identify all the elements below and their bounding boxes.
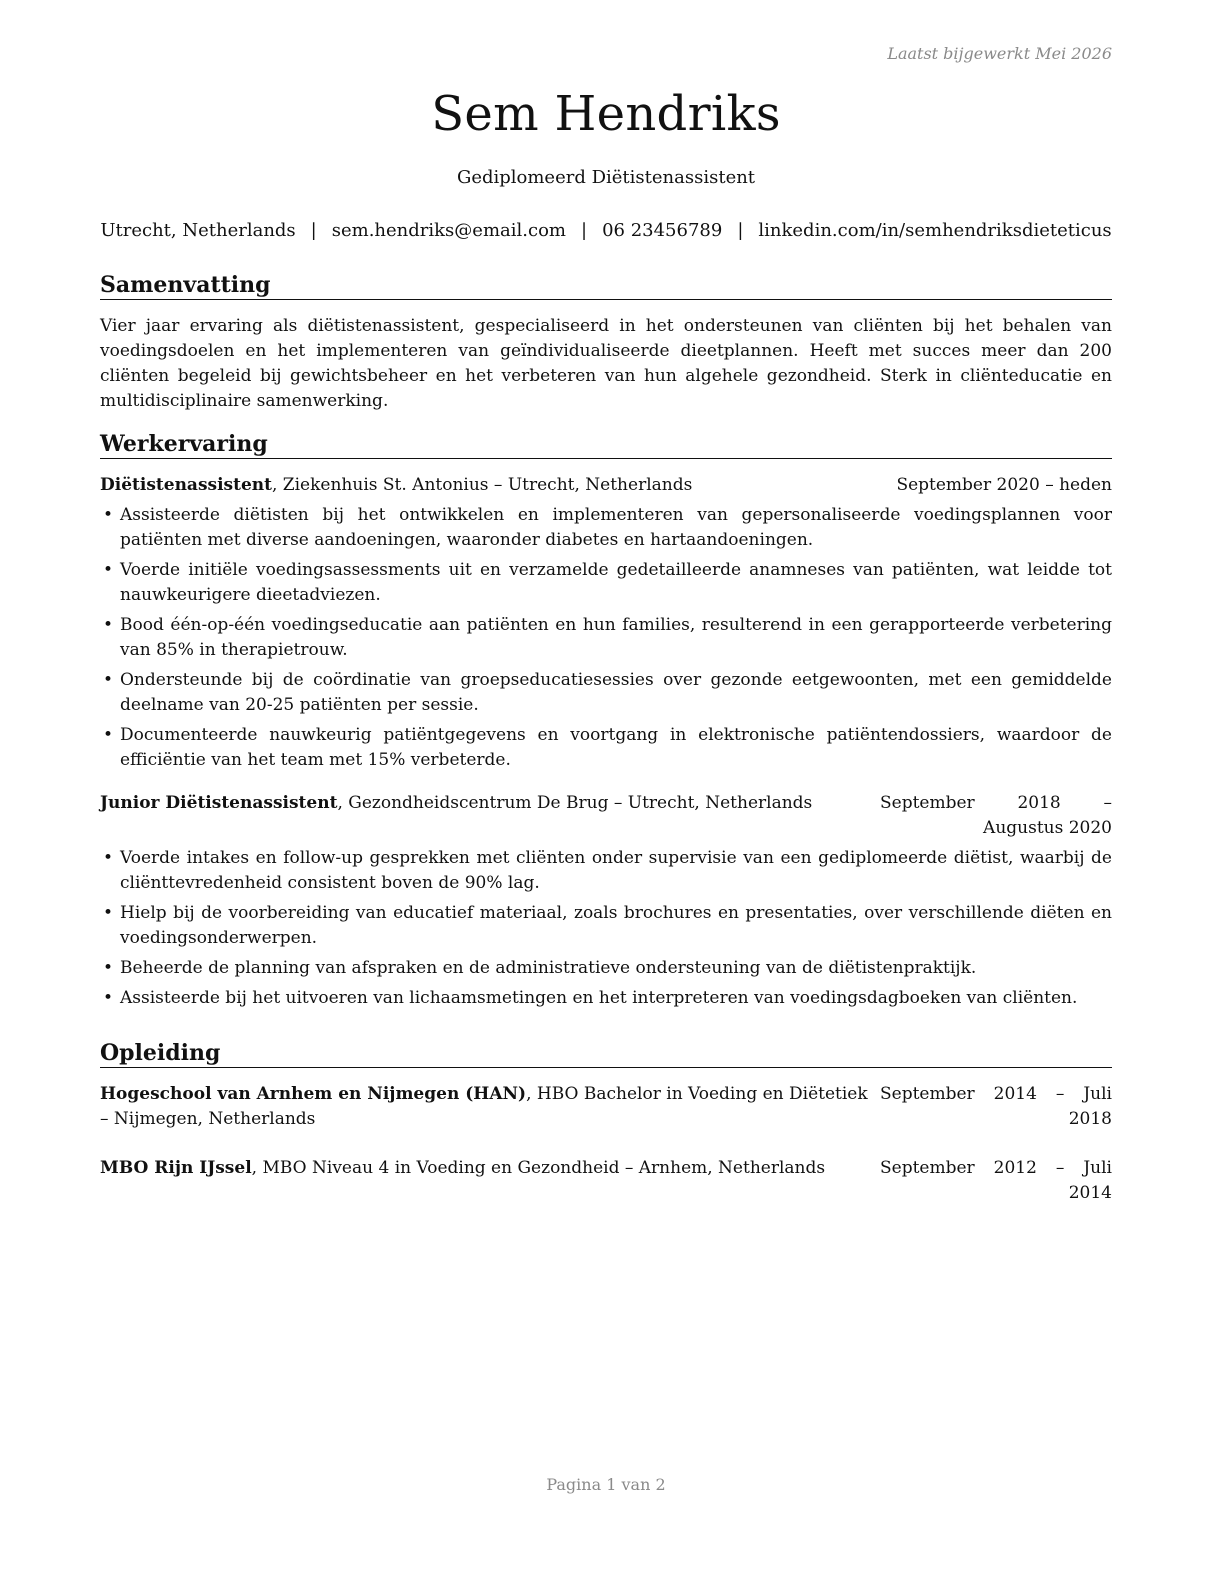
job-entry bbox=[100, 473, 1112, 773]
job-entry bbox=[100, 791, 1112, 1011]
list-item bbox=[100, 956, 1112, 981]
bullet-text: Ondersteunde bij de coördinatie van groepseducatiesessies over gezonde eetgewoonten, met een gemiddelde deelname van 20-25 patiënten per sessie. bbox=[120, 670, 1112, 715]
bullet-icon: • bbox=[103, 988, 114, 1008]
summary-section bbox=[100, 272, 1112, 414]
experience-section bbox=[100, 431, 1112, 1016]
education-detail: , HBO Bachelor in Voeding en Diëtetiek – Nijmegen, Netherlands bbox=[100, 1084, 868, 1129]
section-heading-education: Opleiding bbox=[100, 1040, 1112, 1068]
candidate-title: Gediplomeerd Diëtistenassistent bbox=[456, 167, 756, 188]
list-item bbox=[100, 986, 1112, 1011]
contact-separator: | bbox=[737, 220, 744, 241]
job-dates: September 2020 – heden bbox=[896, 475, 1112, 495]
bullet-text: Assisteerde bij het uitvoeren van lichaamsmetingen en het interpreteren van voedingsdagboeken van cliënten. bbox=[120, 988, 1078, 1008]
bullet-text: Beheerde de planning van afspraken en de administratieve ondersteuning van de diëtistenpraktijk. bbox=[120, 958, 977, 978]
list-item bbox=[100, 558, 1112, 608]
list-item bbox=[100, 503, 1112, 553]
bullet-icon: • bbox=[103, 903, 114, 923]
education-dates: September 2014 – Juli 2018 bbox=[880, 1084, 1112, 1129]
job-role-line bbox=[100, 791, 880, 816]
job-bullets bbox=[100, 503, 1112, 773]
job-role: Diëtistenassistent bbox=[100, 475, 272, 495]
last-updated-note: Laatst bijgewerkt Mei 2026 bbox=[887, 44, 1112, 63]
education-institution: Hogeschool van Arnhem en Nijmegen (HAN) bbox=[100, 1084, 527, 1104]
list-item bbox=[100, 901, 1112, 951]
bullet-text: Hielp bij de voorbereiding van educatief materiaal, zoals brochures en presentaties, over verschillende diëten en voedingsonderwerpen. bbox=[120, 903, 1112, 948]
list-item bbox=[100, 723, 1112, 773]
bullet-icon: • bbox=[103, 560, 114, 580]
section-heading-experience: Werkervaring bbox=[100, 431, 1112, 459]
job-employer: , Gezondheidscentrum De Brug – Utrecht, Netherlands bbox=[337, 793, 813, 813]
list-item bbox=[100, 846, 1112, 896]
job-bullets bbox=[100, 846, 1112, 1011]
education-line bbox=[100, 1156, 880, 1181]
contact-email: sem.hendriks@email.com bbox=[331, 220, 566, 241]
bullet-icon: • bbox=[103, 670, 114, 690]
job-dates: September 2018 – Augustus 2020 bbox=[880, 793, 1112, 838]
contact-separator: | bbox=[310, 220, 317, 241]
education-line bbox=[100, 1082, 875, 1132]
education-header bbox=[100, 1082, 1112, 1132]
resume-page bbox=[100, 0, 1112, 1584]
education-entry bbox=[100, 1156, 1112, 1206]
contact-linkedin: linkedin.com/in/semhendriksdieteticus bbox=[758, 220, 1112, 241]
job-employer: , Ziekenhuis St. Antonius – Utrecht, Netherlands bbox=[272, 475, 693, 495]
bullet-text: Bood één-op-één voedingseducatie aan patiënten en hun families, resulterend in een gerapporteerde verbetering van 85% in therapietrouw. bbox=[120, 615, 1112, 660]
education-detail: , MBO Niveau 4 in Voeding en Gezondheid – Arnhem, Netherlands bbox=[251, 1158, 826, 1178]
contact-phone: 06 23456789 bbox=[602, 220, 723, 241]
bullet-text: Documenteerde nauwkeurig patiëntgegevens en voortgang in elektronische patiëntendossiers, waardoor de efficiëntie van het team met 15% verbeterde. bbox=[120, 725, 1112, 770]
contact-line bbox=[100, 220, 1112, 241]
bullet-icon: • bbox=[103, 615, 114, 635]
list-item bbox=[100, 613, 1112, 663]
education-entry bbox=[100, 1082, 1112, 1132]
contact-separator: | bbox=[580, 220, 588, 241]
page-number: Pagina 1 van 2 bbox=[546, 1475, 666, 1494]
bullet-icon: • bbox=[103, 505, 114, 525]
job-role-line bbox=[100, 473, 884, 498]
bullet-text: Voerde intakes en follow-up gesprekken met cliënten onder supervisie van een gediplomeerde diëtist, waarbij de cliënttevredenheid consistent boven de 90% lag. bbox=[120, 848, 1112, 893]
job-header bbox=[100, 791, 1112, 841]
section-heading-summary: Samenvatting bbox=[100, 272, 1112, 300]
contact-location: Utrecht, Netherlands bbox=[100, 220, 296, 241]
education-institution: MBO Rijn IJssel bbox=[100, 1158, 252, 1178]
bullet-icon: • bbox=[103, 725, 114, 745]
education-section bbox=[100, 1040, 1112, 1206]
bullet-icon: • bbox=[103, 848, 114, 868]
education-dates: September 2012 – Juli 2014 bbox=[880, 1158, 1112, 1203]
candidate-name: Sem Hendriks bbox=[431, 86, 781, 142]
bullet-icon: • bbox=[103, 958, 114, 978]
bullet-text: Assisteerde diëtisten bij het ontwikkelen en implementeren van gepersonaliseerde voedingsplannen voor patiënten met diverse aandoeningen, waaronder diabetes en hartaandoeningen. bbox=[120, 505, 1112, 550]
education-header bbox=[100, 1156, 1112, 1206]
bullet-text: Voerde initiële voedingsassessments uit en verzamelde gedetailleerde anamneses van patiënten, wat leidde tot nauwkeurigere dieetadviezen. bbox=[120, 560, 1112, 605]
job-header bbox=[100, 473, 1112, 498]
list-item bbox=[100, 668, 1112, 718]
summary-text: Vier jaar ervaring als diëtistenassistent, gespecialiseerd in het ondersteunen van cliënten bij het behalen van voedingsdoelen en het implementeren van geïndividualiseerde dieetplannen. Heeft met succes meer dan 200 cliënten begeleid bij gewichtsbeheer en het verbeteren van hun algehele gezondheid. Sterk in cliënteducatie en multidisciplinaire samenwerking. bbox=[100, 316, 1112, 411]
job-role: Junior Diëtistenassistent bbox=[100, 793, 338, 813]
